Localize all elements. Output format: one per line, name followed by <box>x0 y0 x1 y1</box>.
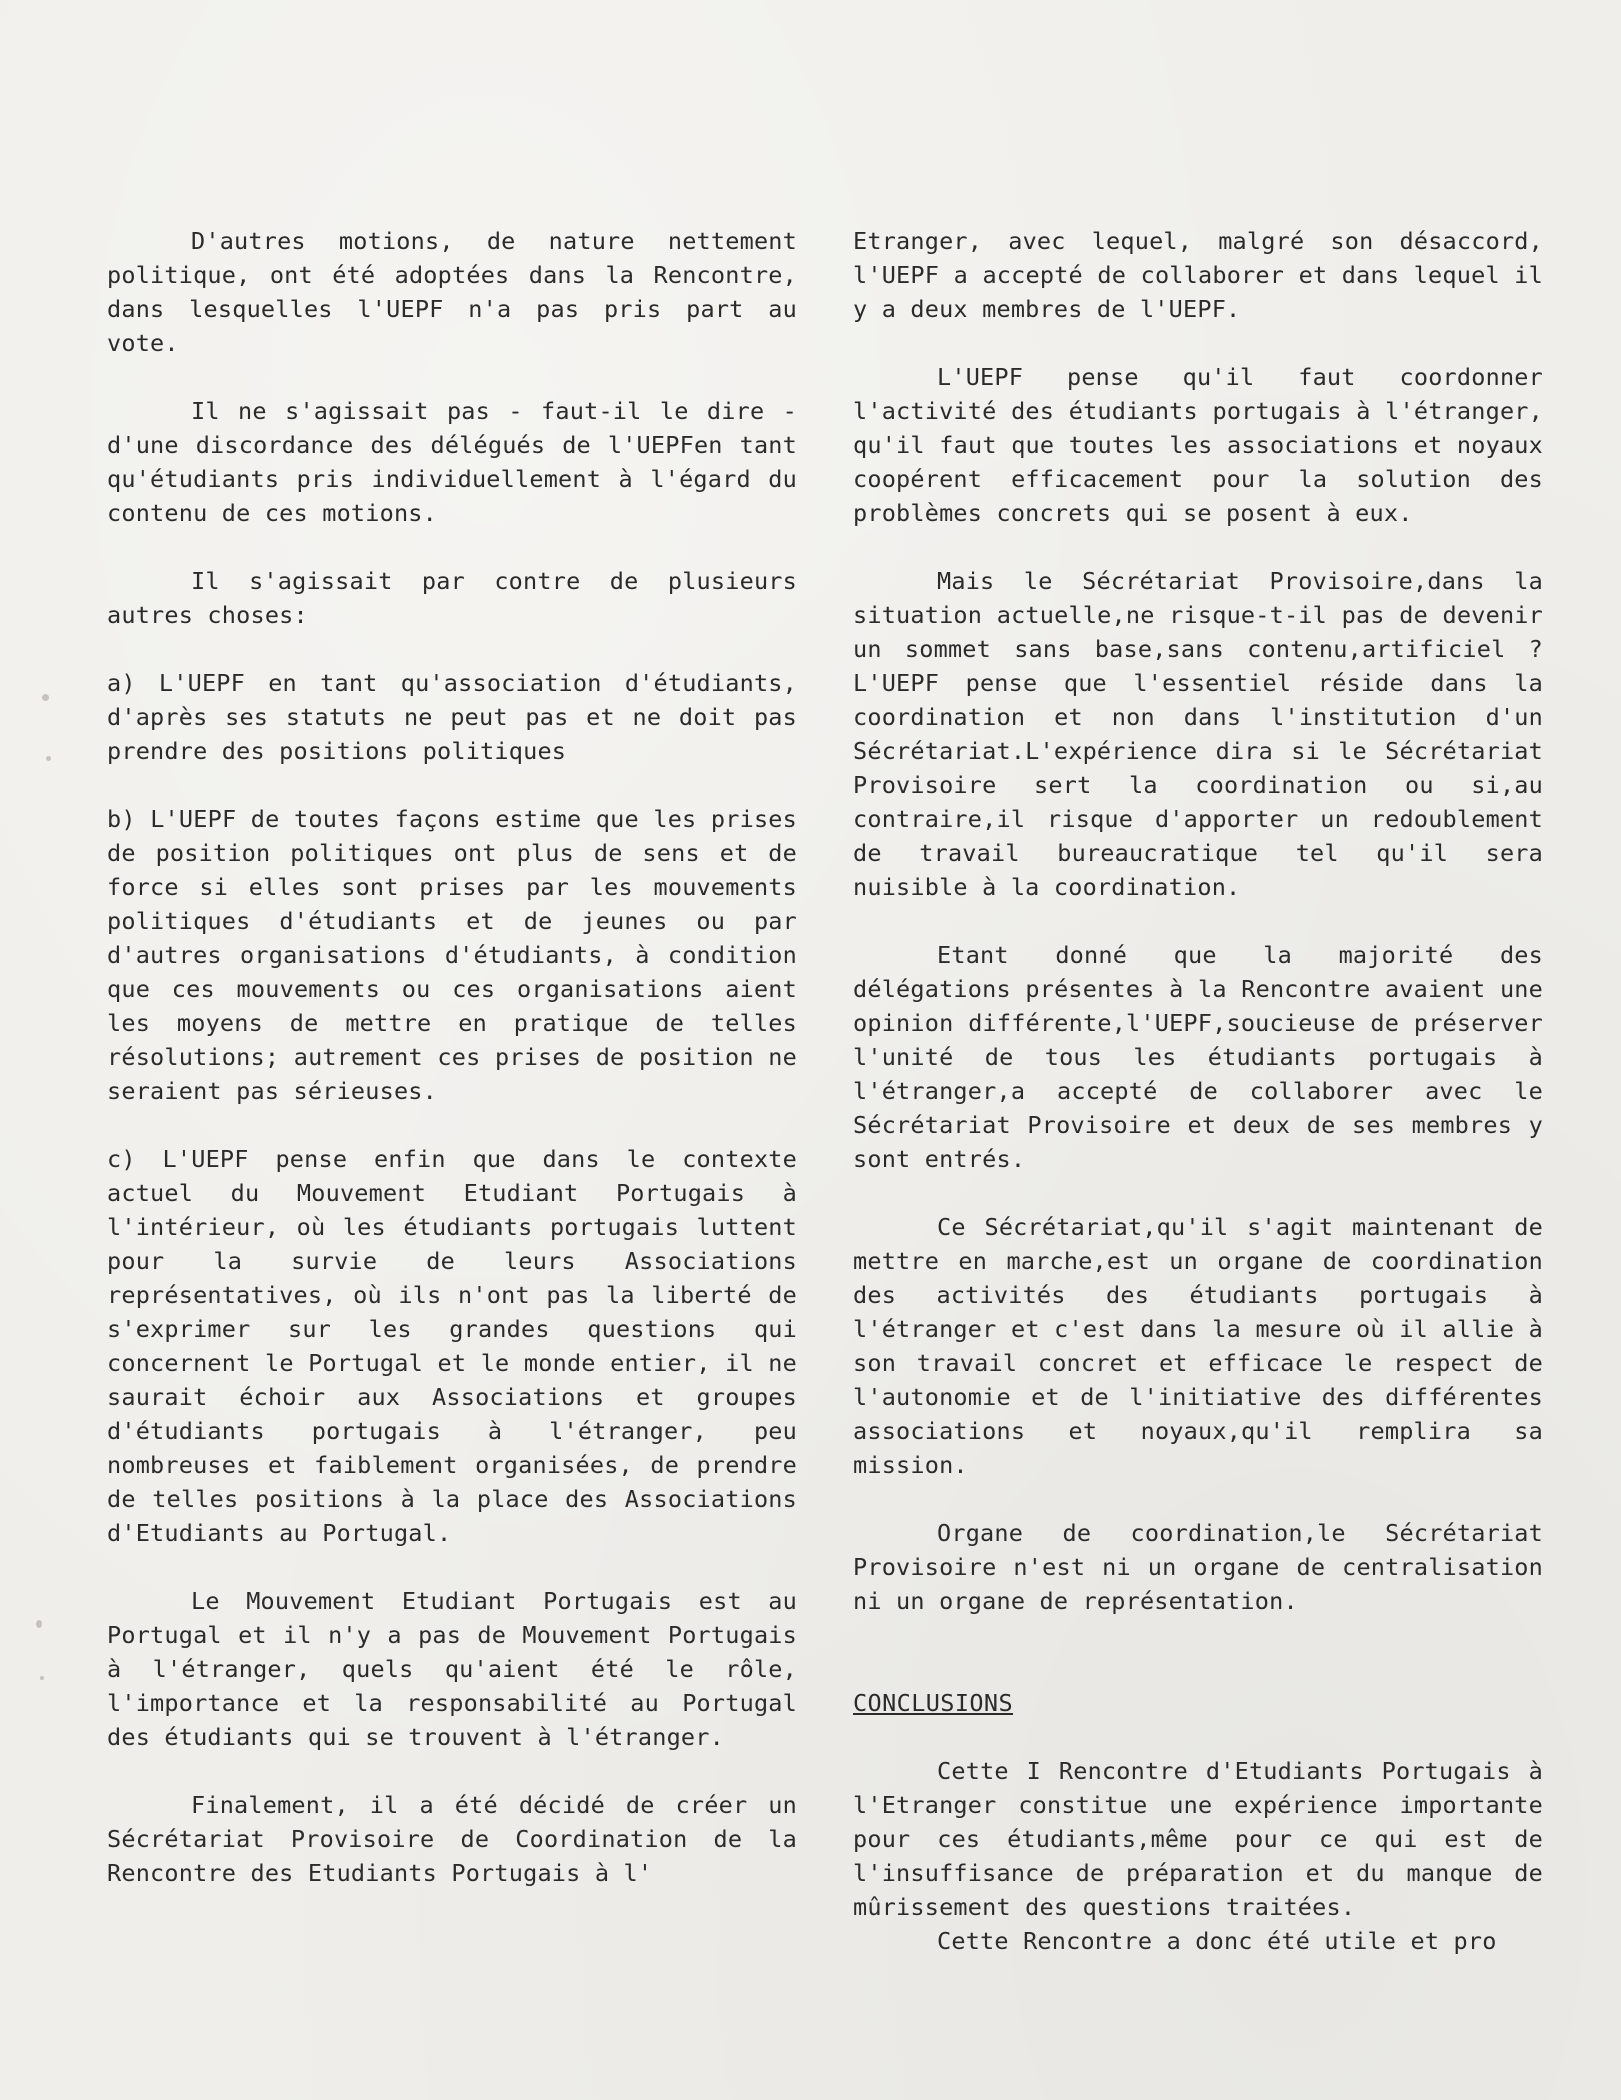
conclusions-heading: CONCLUSIONS <box>853 1689 1014 1717</box>
paragraph-centralisation: Organe de coordination,le Sécrétariat Provisoire n'est ni un organe de centralisation ni un organe de représentation. <box>853 1519 1543 1615</box>
paragraph-majorite-delegations: Etant donné que la majorité des délégations présentes à la Rencontre avaient une opinion différente,l'UEPF,soucieuse de préserver l'unité de tous les étudiants portugais à l'étranger,a accepté de collaborer avec le Sécrétariat Provisoire et deux de ses membres y sont entrés. <box>853 941 1543 1173</box>
paragraph-secretariat-creation: Finalement, il a été décidé de créer un Sécrétariat Provisoire de Coordination de la Rencontre des Etudiants Portugais à l' <box>107 1791 797 1887</box>
paragraph-point-b: b) L'UEPF de toutes façons estime que les prises de position politiques ont plus de sens et de force si elles sont prises par les mouvements politiques d'étudiants et de jeunes ou par d'autres organisations d'étudiants, à condition que ces mouvements ou ces organisations aient les moyens de mettre en pratique de telles résolutions; autrement ces prises de position ne seraient pas sérieuses. <box>107 805 797 1105</box>
paragraph-autres-choses: Il s'agissait par contre de plusieurs autres choses: <box>107 567 797 629</box>
paragraph-motions: D'autres motions, de nature nettement politique, ont été adoptées dans la Rencontre, dans lesquelles l'UEPF n'a pas pris part au vote. <box>107 227 797 357</box>
paragraph-organe-coordination: Ce Sécrétariat,qu'il s'agit maintenant de mettre en marche,est un organe de coordination des activités des étudiants portugais à l'étranger et c'est dans la mesure où il allie à son travail concret et efficace le respect de l'autonomie et de l'initiative des différentes associations et noyaux,qu'il remplira sa mission. <box>853 1213 1543 1479</box>
paper-speck <box>36 1620 42 1628</box>
paragraph-rencontre-utile: Cette Rencontre a donc été utile et pro <box>937 1927 1497 1955</box>
paragraph-sommet-sans-base: Mais le Sécrétariat Provisoire,dans la situation actuelle,ne risque-t-il pas de devenir un sommet sans base,sans contenu,artificiel ? L'UEPF pense que l'essentiel réside dans la coordination et non dans l'institution d'un Sécrétariat.L'expérience dira si le Sécrétariat Provisoire sert la coordination ou si,au contraire,il risque d'apporter un redoublement de travail bureaucratique tel qu'il sera nuisible à la coordination. <box>853 567 1543 901</box>
paper-speck <box>42 694 49 701</box>
left-column <box>107 224 797 1890</box>
paragraph-coordonner: L'UEPF pense qu'il faut coordonner l'activité des étudiants portugais à l'étranger, qu'il faut que toutes les associations et noyaux coopérent efficacement pour la solution des problèmes concrets qui se posent à eux. <box>853 363 1543 527</box>
paragraph-mouvement-etudiant: Le Mouvement Etudiant Portugais est au Portugal et il n'y a pas de Mouvement Portugais à l'étranger, quels qu'aient été le rôle, l'importance et la responsabilité au Portugal des étudiants qui se trouvent à l'étranger. <box>107 1587 797 1751</box>
paragraph-point-c: c) L'UEPF pense enfin que dans le contexte actuel du Mouvement Etudiant Portugais à l'intérieur, où les étudiants portugais luttent pour la survie de leurs Associations représentatives, où ils n'ont pas la liberté de s'exprimer sur les grandes questions qui concernent le Portugal et le monde entier, il ne saurait échoir aux Associations et groupes d'étudiants portugais à l'étranger, peu nombreuses et faiblement organisées, de prendre de telles positions à la place des Associations d'Etudiants au Portugal. <box>107 1145 797 1547</box>
paragraph-point-a: a) L'UEPF en tant qu'association d'étudiants, d'après ses statuts ne peut pas et ne doit pas prendre des positions politiques <box>107 669 797 765</box>
paper-speck <box>46 756 51 761</box>
right-column <box>853 224 1543 1958</box>
paragraph-rencontre-experience: Cette I Rencontre d'Etudiants Portugais à l'Etranger constitue une expérience importante pour ces étudiants,même pour ce qui est de l'insuffisance de préparation et du manque de mûrissement des questions traitées. <box>853 1757 1543 1921</box>
paper-speck <box>40 1676 44 1680</box>
paragraph-discordance: Il ne s'agissait pas - faut-il le dire -d'une discordance des délégués de l'UEPFen tant qu'étudiants pris individuellement à l'égard du contenu de ces motions. <box>107 397 797 527</box>
paragraph-etranger-desaccord: Etranger, avec lequel, malgré son désaccord, l'UEPF a accepté de collaborer et dans lequel il y a deux membres de l'UEPF. <box>853 227 1543 323</box>
